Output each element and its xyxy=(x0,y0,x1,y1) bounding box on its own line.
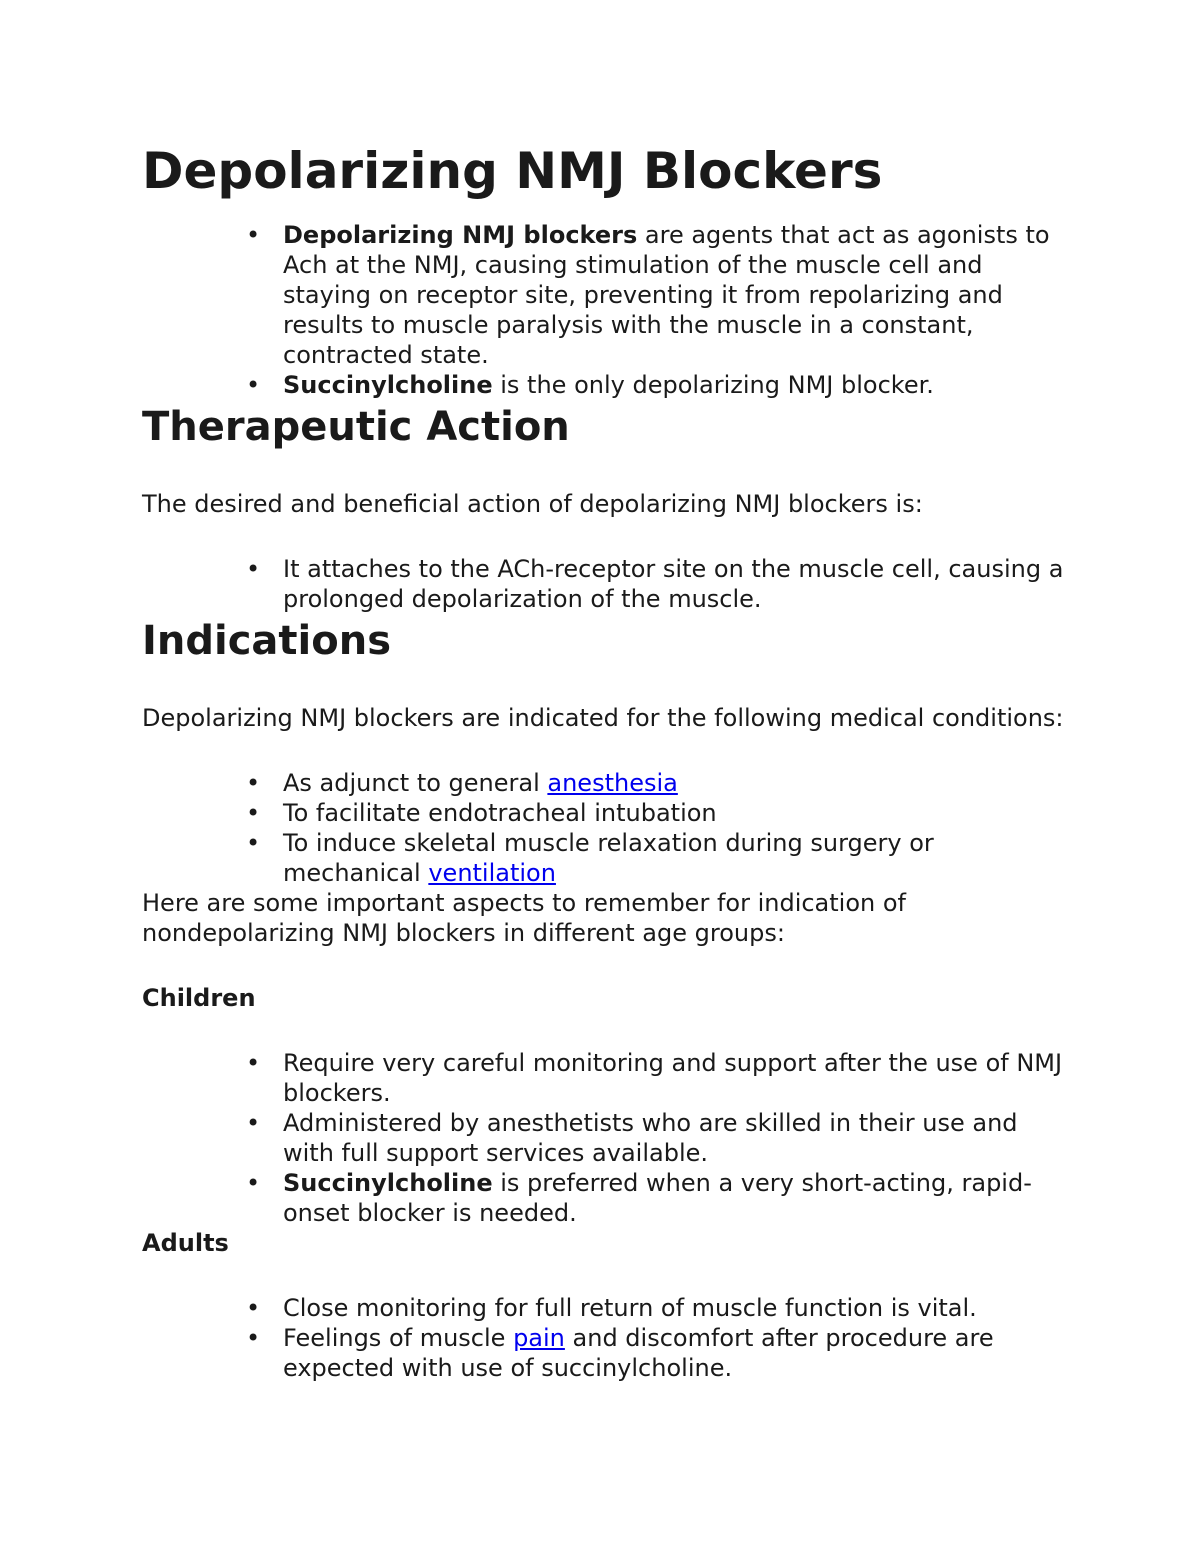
list-item-text: To facilitate endotracheal intubation xyxy=(283,799,717,827)
list-item xyxy=(142,1323,1072,1383)
list-item-text: Close monitoring for full return of muscle function is vital. xyxy=(283,1294,977,1322)
bullet-icon: • xyxy=(246,1169,261,1197)
bullet-icon: • xyxy=(246,221,261,249)
list-item xyxy=(142,828,1072,888)
list-item-text: is preferred when a very short-acting, rapid-onset blocker is needed. xyxy=(283,1169,1032,1227)
document-page xyxy=(142,140,1072,1383)
bold-term: Succinylcholine xyxy=(283,371,493,399)
bullet-icon: • xyxy=(246,1294,261,1322)
list-item xyxy=(142,554,1072,614)
list-item xyxy=(142,768,1072,798)
children-heading: Children xyxy=(142,984,256,1012)
intro-list xyxy=(142,220,1072,400)
bullet-icon: • xyxy=(246,799,261,827)
list-item-text: Administered by anesthetists who are skilled in their use and with full support services available. xyxy=(283,1109,1018,1167)
pain-link[interactable]: pain xyxy=(513,1324,565,1352)
bullet-icon: • xyxy=(246,829,261,857)
bullet-icon: • xyxy=(246,769,261,797)
list-item xyxy=(142,1293,1072,1323)
anesthesia-link[interactable]: anesthesia xyxy=(547,769,678,797)
bullet-icon: • xyxy=(246,555,261,583)
list-item-text: Require very careful monitoring and support after the use of NMJ blockers. xyxy=(283,1049,1063,1107)
list-item-text: It attaches to the ACh-receptor site on the muscle cell, causing a prolonged depolarization of the muscle. xyxy=(283,555,1064,613)
page-title: Depolarizing NMJ Blockers xyxy=(142,142,883,200)
list-item-text: Feelings of muscle xyxy=(283,1324,514,1352)
ventilation-link[interactable]: ventilation xyxy=(428,859,556,887)
list-item xyxy=(142,370,1072,400)
bullet-icon: • xyxy=(246,1109,261,1137)
indications-intro: Depolarizing NMJ blockers are indicated for the following medical conditions: xyxy=(142,704,1064,732)
list-item-text: As adjunct to general xyxy=(283,769,548,797)
children-list xyxy=(142,1048,1072,1228)
list-item xyxy=(142,220,1072,370)
list-item xyxy=(142,1048,1072,1108)
section-heading-therapeutic: Therapeutic Action xyxy=(142,404,570,450)
list-item xyxy=(142,1108,1072,1168)
bullet-icon: • xyxy=(246,1324,261,1352)
therapeutic-list xyxy=(142,554,1072,614)
bullet-icon: • xyxy=(246,1049,261,1077)
indications-list xyxy=(142,768,1072,888)
adults-heading: Adults xyxy=(142,1229,229,1257)
list-item-text: is the only depolarizing NMJ blocker. xyxy=(492,371,934,399)
list-item xyxy=(142,1168,1072,1228)
bullet-icon: • xyxy=(246,371,261,399)
list-item-text: are agents that act as agonists to Ach at the NMJ, causing stimulation of the muscle cell and staying on receptor site, preventing it from repolarizing and results to muscle paralysis with the muscle in a constant, contracted state. xyxy=(283,221,1050,369)
age-groups-intro: Here are some important aspects to remember for indication of nondepolarizing NMJ blockers in different age groups: xyxy=(142,889,906,947)
adults-list xyxy=(142,1293,1072,1383)
list-item-text: To induce skeletal muscle relaxation during surgery or mechanical xyxy=(283,829,934,887)
bold-term: Succinylcholine xyxy=(283,1169,493,1197)
bold-term: Depolarizing NMJ blockers xyxy=(283,221,638,249)
list-item-text: and discomfort after procedure are expected with use of succinylcholine. xyxy=(283,1324,994,1382)
therapeutic-intro: The desired and beneficial action of depolarizing NMJ blockers is: xyxy=(142,490,923,518)
section-heading-indications: Indications xyxy=(142,618,392,664)
list-item xyxy=(142,798,1072,828)
